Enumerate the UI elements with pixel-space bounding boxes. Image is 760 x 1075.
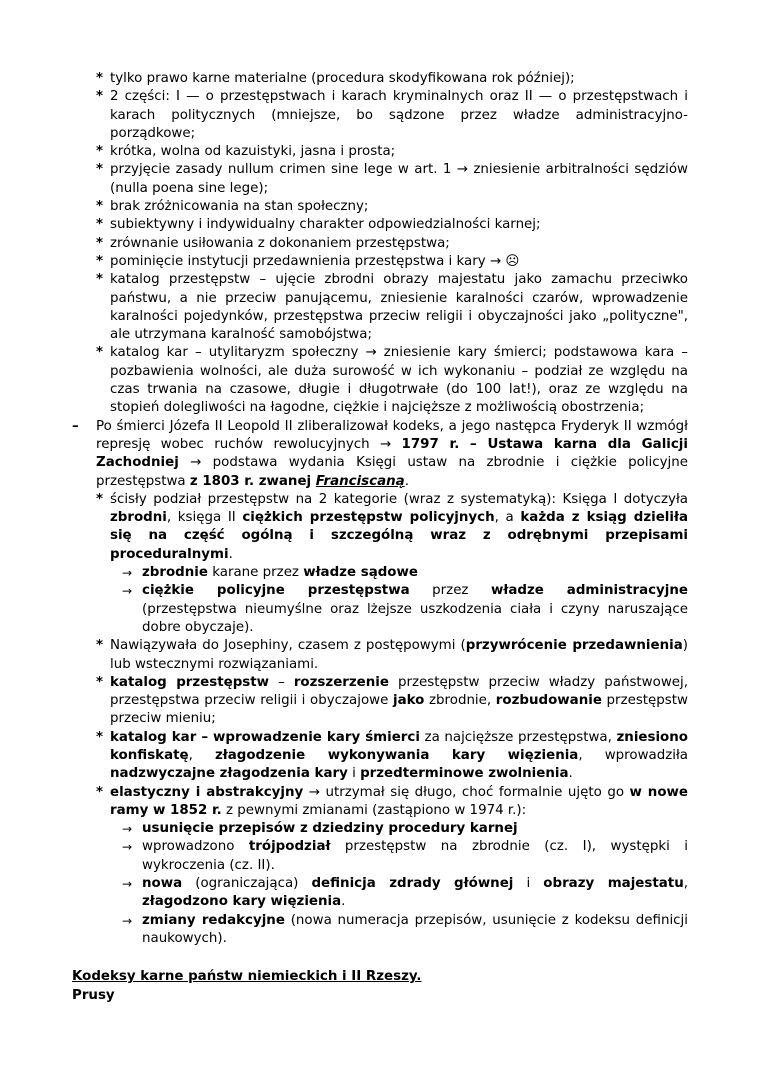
text-segment: .	[568, 766, 573, 782]
bullet-star-icon: *	[96, 784, 104, 800]
subsection-heading: Prusy	[72, 987, 115, 1003]
text-segment: katalog kar – wprowadzenie kary śmierci	[110, 729, 420, 745]
text-segment: (nowa numeracja przepisów, usunięcie z kodeksu definicji naukowych).	[142, 912, 688, 946]
arrow-right-icon: →	[122, 840, 133, 855]
bullet-star-icon: *	[96, 235, 104, 251]
text-segment: (przestępstwa nieumyślne oraz lżejsze uszkodzenia ciała i czyny naruszające dobre obyczaje).	[142, 601, 688, 635]
list-item	[72, 143, 688, 161]
arrow-right-icon: →	[122, 584, 133, 599]
list-item	[72, 161, 688, 198]
bullet-star-icon: *	[96, 89, 104, 105]
document-content	[72, 70, 688, 1005]
text-segment: ) lub wstecznymi rozwiązaniami.	[110, 638, 688, 672]
text-segment: 2 części: I — o przestępstwach i karach kryminalnych oraz II — o przestępstwach i karach politycznych (mniejsze, bo sądzone przez władze administracyjno-porządkowe;	[110, 89, 688, 141]
text-segment: krótka, wolna od kazuistyki, jasna i prosta;	[110, 144, 396, 160]
text-segment: , księga II	[166, 510, 243, 526]
text-segment: władze sądowe	[303, 565, 418, 581]
text-segment: nowa	[142, 876, 183, 892]
text-segment: tylko prawo karne materialne (procedura skodyfikowana rok później);	[110, 71, 575, 86]
text-segment: katalog przestępstw – ujęcie zbrodni obrazy majestatu jako zamachu przeciwko państwu, a nie przeciw panującemu, zniesienie karalności czarów, wprowadzenie karalności pojedynków, przestępstwa przeciw religii i obyczajności jako „polityczne", ale utrzymana karalność samobójstwa;	[110, 272, 688, 343]
text-segment: za najcięższe przestępstwa,	[419, 729, 617, 745]
text-segment: pominięcie instytucji przedawnienia przestępstwa i kary → ☹	[110, 253, 520, 269]
text-segment: rozszerzenie	[293, 674, 389, 690]
list-item	[72, 235, 688, 253]
text-segment: zniesiono konfiskatę	[110, 729, 688, 763]
text-segment: władze administracyjne	[491, 583, 688, 599]
text-segment: zbrodnie	[142, 565, 208, 581]
text-segment: i	[513, 876, 544, 892]
text-segment: –	[269, 674, 294, 690]
text-segment: złagodzono kary więzienia	[142, 894, 342, 910]
list-item	[72, 674, 688, 729]
list-item	[72, 88, 688, 143]
section-heading: Kodeksy karne państw niemieckich i II Rzeszy.	[72, 969, 422, 985]
text-segment: usunięcie przepisów z dziedziny procedury karnej	[142, 821, 518, 837]
galicia-penal-code-paragraph	[72, 418, 688, 491]
bullet-star-icon: *	[96, 272, 104, 288]
arrow-right-icon: →	[122, 877, 133, 892]
text-segment: Nawiązywała do Josephiny, czasem z postępowymi (	[110, 638, 466, 654]
bullet-star-icon: *	[96, 162, 104, 178]
section-gap	[72, 948, 688, 968]
list-item	[72, 344, 688, 417]
text-segment: zrównanie usiłowania z dokonaniem przestępstwa;	[110, 235, 450, 251]
text-segment: rozbudowanie	[495, 693, 602, 709]
arrow-right-icon: →	[122, 913, 133, 928]
text-segment: przywrócenie przedawnienia	[465, 638, 683, 654]
text-segment: z pewnymi zmianami (zastąpiono w 1974 r.):	[221, 802, 527, 818]
bullet-star-icon: *	[96, 638, 104, 654]
list-item	[72, 253, 688, 271]
text-segment: definicja zdrady głównej	[311, 876, 514, 892]
text-segment: obrazy majestatu	[543, 876, 684, 892]
text-segment: zmiany redakcyjne	[142, 912, 285, 928]
text-segment: wprowadzono	[142, 839, 249, 855]
list-item	[72, 729, 688, 784]
arrow-right-icon: →	[122, 566, 133, 581]
bullet-star-icon: *	[96, 674, 104, 690]
arrow-right-icon: →	[122, 822, 133, 837]
bullet-star-icon: *	[96, 491, 104, 507]
text-segment: , wprowadziła	[578, 747, 688, 763]
text-segment: przedterminowe zwolnienia	[360, 766, 569, 782]
bullet-star-icon: *	[96, 199, 104, 215]
text-segment: złagodzenie wykonywania kary więzienia	[214, 747, 579, 763]
text-segment: ,	[683, 876, 688, 892]
text-segment: → utrzymał się długo, choć formalnie ujęto go	[303, 784, 630, 800]
text-segment: przestępstw przeciw mieniu;	[110, 693, 688, 727]
text-segment: Po śmierci Józefa II Leopold II zliberalizował kodeks, a jego następca Fryderyk II wzmógł represję wobec ruchów rewolucyjnych →	[96, 418, 688, 452]
bullet-star-icon: *	[96, 144, 104, 160]
bullet-star-icon: *	[96, 345, 104, 361]
text-segment: przestępstw na zbrodnie (cz. I), występki i wykroczenia (cz. II).	[142, 839, 689, 873]
list-item	[72, 491, 688, 564]
text-segment: i	[347, 766, 361, 782]
text-segment: karane przez	[207, 565, 304, 581]
bullet-dash-icon: –	[72, 418, 79, 434]
text-segment: jako	[393, 693, 425, 709]
text-segment: nadzwyczajne złagodzenia kary	[110, 766, 348, 782]
text-segment: katalog przestępstw	[110, 674, 270, 690]
text-segment: z 1803 r. zwanej	[189, 473, 316, 489]
list-item	[72, 912, 688, 949]
legal-code-features-list	[72, 70, 688, 418]
franciscana-features-list	[72, 491, 688, 948]
list-item	[72, 582, 688, 637]
text-segment: .	[228, 546, 233, 562]
text-segment: katalog kar – utylitaryzm społeczny → zniesienie kary śmierci; podstawowa kara – pozbawienia wolności, ale duża surowość w ich wykonaniu – podział ze względu na czas trwania na czasowe, długie i długotrwałe (do 100 lat!), oraz ze względu na stopień dolegliwości na łagodne, ciężkie i najcięższe z możliwością obostrzenia;	[110, 345, 688, 416]
text-segment: .	[404, 473, 409, 489]
list-item	[72, 637, 688, 674]
text-segment: przestępstw przeciw władzy państwowej, przestępstwa przeciw religii i obyczajowe	[110, 674, 688, 709]
list-item	[72, 70, 688, 88]
list-item	[72, 784, 688, 821]
text-segment: 1797 r. – Ustawa karna dla Galicji Zachodniej	[96, 436, 688, 471]
text-segment: ,	[188, 747, 215, 763]
list-item	[72, 198, 688, 216]
list-item	[72, 875, 688, 912]
list-item	[72, 216, 688, 234]
bullet-star-icon: *	[96, 253, 104, 269]
list-item	[72, 564, 688, 582]
text-segment: przyjęcie zasady nullum crimen sine lege w art. 1 → zniesienie arbitralności sędziów (nulla poena sine lege);	[110, 162, 688, 196]
text-segment: przez	[409, 583, 492, 599]
text-segment: brak zróżnicowania na stan społeczny;	[110, 199, 369, 215]
text-segment: każda z ksiąg dzieliła się na część ogólną i szczególną wraz z odrębnymi przepisami proceduralnymi	[110, 510, 688, 562]
bullet-star-icon: *	[96, 217, 104, 233]
text-segment: elastyczny i abstrakcyjny	[110, 784, 304, 800]
text-segment: , a	[494, 510, 521, 526]
text-segment: → podstawa wydania Księgi ustaw na zbrodnie i ciężkie policyjne przestępstwa	[96, 455, 688, 489]
text-segment: subiektywny i indywidualny charakter odpowiedzialności karnej;	[110, 217, 541, 233]
list-item	[72, 838, 688, 875]
text-segment: trójpodział	[248, 839, 331, 855]
text-segment: ciężkie policyjne przestępstwa	[142, 583, 410, 599]
text-segment: zbrodnie,	[424, 693, 496, 709]
bullet-star-icon: *	[96, 71, 104, 86]
text-segment: (ograniczająca)	[182, 876, 312, 892]
list-item	[72, 820, 688, 838]
text-segment: w nowe ramy w 1852 r.	[110, 784, 688, 818]
list-item	[72, 418, 688, 491]
text-segment: ścisły podział przestępstw na 2 kategorie (wraz z systematyką): Księga I dotyczyła	[110, 491, 688, 507]
text-segment: ciężkich przestępstw policyjnych	[242, 510, 495, 526]
text-segment: Franciscaną	[315, 473, 405, 489]
list-item	[72, 271, 688, 344]
text-segment: .	[341, 894, 346, 910]
bullet-star-icon: *	[96, 729, 104, 745]
text-segment: zbrodni	[110, 510, 167, 526]
